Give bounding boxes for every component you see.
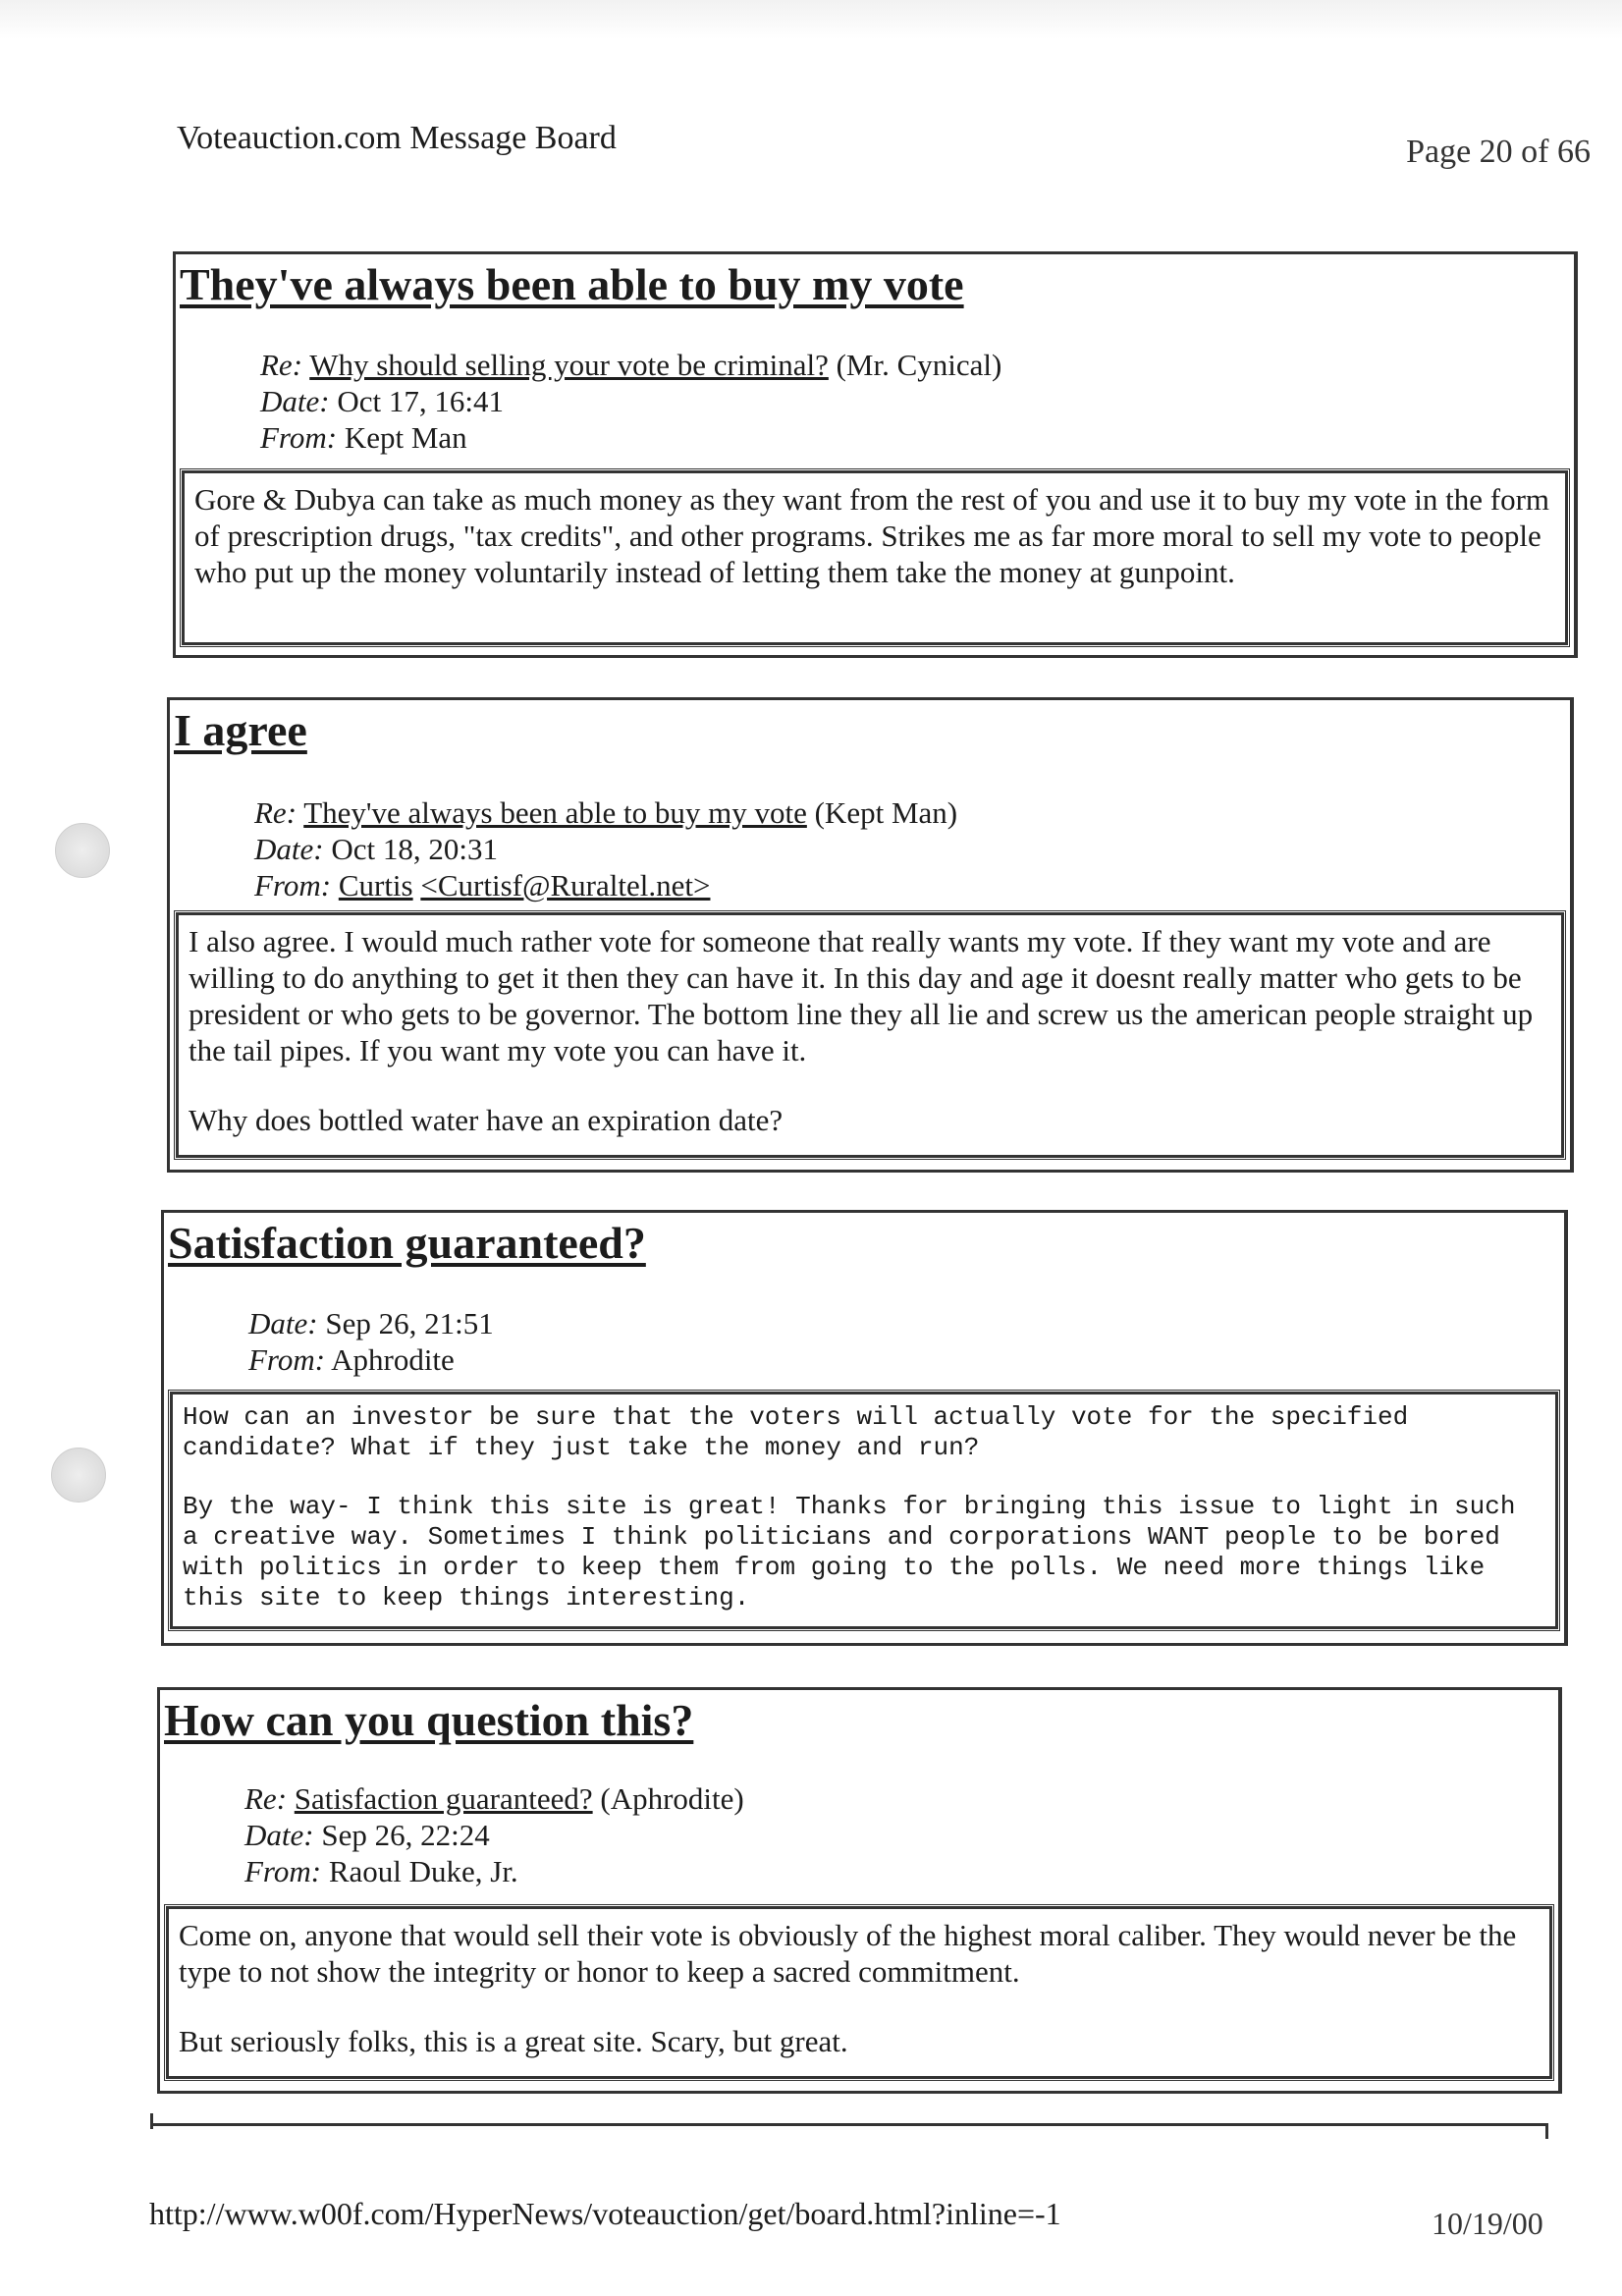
site-title: Voteauction.com Message Board: [177, 120, 617, 156]
re-link[interactable]: Why should selling your vote be criminal?: [309, 348, 829, 382]
post-paragraph: Why does bottled water have an expiration date?: [189, 1103, 784, 1137]
post-paragraph: I also agree. I would much rather vote for someone that really wants my vote. If they want my vote and are willing to do anything to get it then they can have it. In this day and age it doesnt really matter who gets to be president or who gets to be governor. The bottom line they all lie and screw us the american people straight up the tail pipes. If you want my vote you can have it.: [189, 924, 1534, 1067]
post-paragraph: But seriously folks, this is a great site. Scary, but great.: [179, 2024, 848, 2058]
post-date: Oct 18, 20:31: [331, 832, 498, 866]
re-author: (Kept Man): [814, 795, 958, 830]
re-label: Re:: [254, 795, 297, 830]
post-paragraph: Gore & Dubya can take as much money as they want from the rest of you and use it to buy my vote in the form of prescription drugs, "tax credits", and other programs. Strikes me as far more moral to sell my vote to people who put up the money voluntarily instead of letting them take the money at gunpoint.: [194, 482, 1550, 589]
post-paragraph: Come on, anyone that would sell their vote is obviously of the highest moral caliber. They would never be the type to not show the integrity or honor to keep a sacred commitment.: [179, 1918, 1517, 1989]
re-link[interactable]: They've always been able to buy my vote: [303, 795, 807, 830]
re-label: Re:: [244, 1781, 288, 1816]
scan-noise: [0, 0, 1622, 39]
re-author: (Mr. Cynical): [836, 348, 1002, 382]
post-author: Kept Man: [344, 420, 467, 455]
message-post: [173, 251, 1578, 658]
date-label: Date:: [260, 384, 330, 418]
date-label: Date:: [248, 1306, 318, 1340]
re-link[interactable]: Satisfaction guaranteed?: [294, 1781, 593, 1816]
re-author: (Aphrodite): [600, 1781, 744, 1816]
post-body: [168, 1390, 1560, 1631]
post-body: [164, 1904, 1554, 2081]
post-meta: [260, 347, 1001, 456]
from-label: From:: [248, 1342, 326, 1377]
re-label: Re:: [260, 348, 303, 382]
author-email-link[interactable]: <Curtisf@Ruraltel.net>: [420, 868, 711, 902]
post-date: Oct 17, 16:41: [337, 384, 504, 418]
post-body: [180, 468, 1570, 647]
footer-url: http://www.w00f.com/HyperNews/voteauction/get/board.html?inline=-1: [149, 2196, 1061, 2231]
date-label: Date:: [244, 1818, 314, 1852]
page-header: [177, 120, 1591, 169]
post-title: How can you question this?: [164, 1695, 694, 1745]
from-label: From:: [244, 1854, 322, 1888]
post-date: Sep 26, 22:24: [321, 1818, 490, 1852]
post-body: [174, 910, 1566, 1160]
author-link[interactable]: Curtis: [338, 868, 413, 902]
post-date: Sep 26, 21:51: [325, 1306, 494, 1340]
message-post: [157, 1687, 1562, 2094]
post-title: Satisfaction guaranteed?: [168, 1218, 646, 1268]
post-paragraph: By the way- I think this site is great! Thanks for bringing this issue to light in such a creative way. Sometimes I think politicians and corporations WANT people to be bored with politics in order to keep them from going to the polls. We need more things like this site to keep things interesting.: [183, 1492, 1516, 1613]
page-number: Page 20 of 66: [1406, 134, 1591, 170]
footer-date: 10/19/00: [1432, 2206, 1543, 2241]
post-author: Raoul Duke, Jr.: [328, 1854, 518, 1888]
punch-hole: [55, 823, 110, 878]
footer-rule-end: [150, 2113, 153, 2129]
post-title: They've always been able to buy my vote: [180, 259, 964, 309]
post-paragraph: How can an investor be sure that the voters will actually vote for the specified candidate? What if they just take the money and run?: [183, 1402, 1409, 1462]
post-meta: [244, 1780, 744, 1889]
punch-hole: [51, 1448, 106, 1503]
post-meta: [248, 1305, 494, 1378]
from-label: From:: [260, 420, 338, 455]
message-post: [161, 1210, 1568, 1646]
from-label: From:: [254, 868, 332, 902]
message-post: [167, 697, 1574, 1173]
post-title: I agree: [174, 705, 307, 755]
footer-rule: [152, 2123, 1546, 2126]
post-meta: [254, 794, 957, 903]
post-author: Aphrodite: [331, 1342, 455, 1377]
footer-rule-end: [1545, 2123, 1548, 2139]
date-label: Date:: [254, 832, 324, 866]
